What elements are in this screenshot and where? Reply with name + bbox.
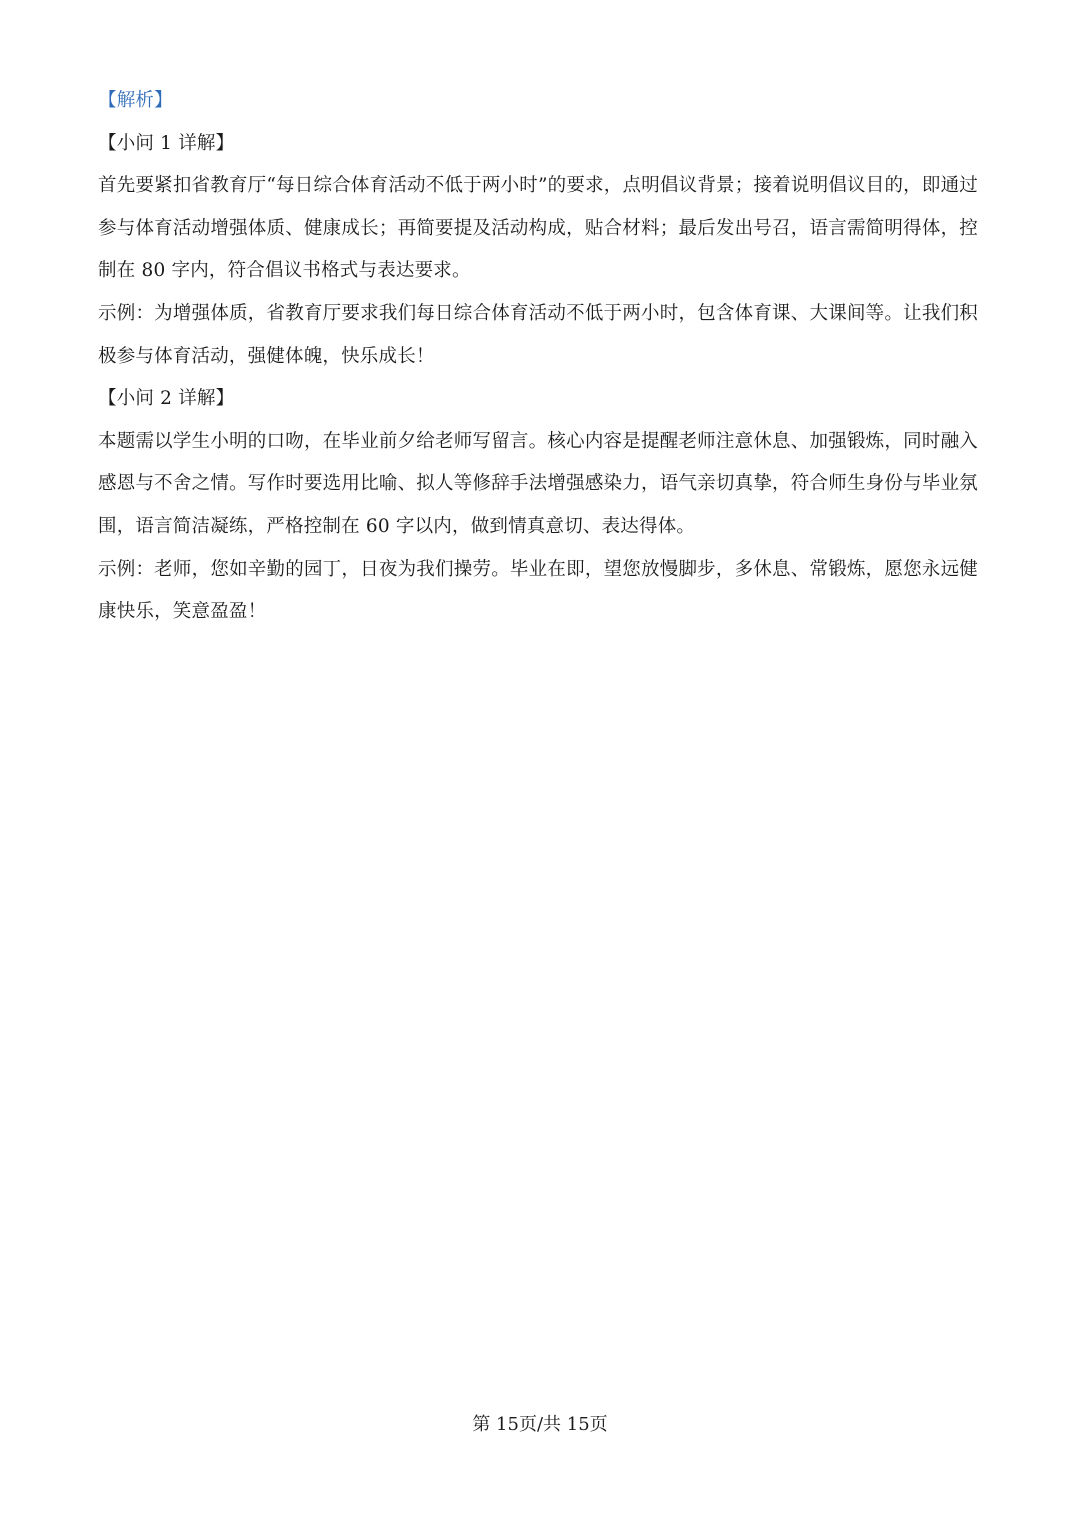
q2-example: 示例：老师，您如辛勤的园丁，日夜为我们操劳。毕业在即，望您放慢脚步，多休息、常锻炼，愿您永远健康快乐，笑意盈盈！ xyxy=(98,558,978,623)
q2-explanation: 本题需以学生小明的口吻，在毕业前夕给老师写留言。核心内容是提醒老师注意休息、加强锻炼，同时融入感恩与不舍之情。写作时要选用比喻、拟人等修辞手法增强感染力，语气亲切真挚，符合师生身份与毕业氛围，语言简洁凝练，严格控制在 60 字以内，做到情真意切、表达得体。 xyxy=(98,430,978,537)
document-body xyxy=(98,80,978,634)
q2-heading: 【小问 2 详解】 xyxy=(98,388,235,410)
page-footer: 第 15页/共 15页 xyxy=(472,1414,608,1435)
q1-example: 示例：为增强体质，省教育厅要求我们每日综合体育活动不低于两小时，包含体育课、大课间等。让我们积极参与体育活动，强健体魄，快乐成长！ xyxy=(98,302,978,367)
q1-heading: 【小问 1 详解】 xyxy=(98,132,235,154)
analysis-label: 【解析】 xyxy=(98,90,173,111)
q1-explanation: 首先要紧扣省教育厅“每日综合体育活动不低于两小时”的要求，点明倡议背景；接着说明倡议目的，即通过参与体育活动增强体质、健康成长；再简要提及活动构成，贴合材料；最后发出号召，语言需简明得体，控制在 80 字内，符合倡议书格式与表达要求。 xyxy=(98,175,978,282)
